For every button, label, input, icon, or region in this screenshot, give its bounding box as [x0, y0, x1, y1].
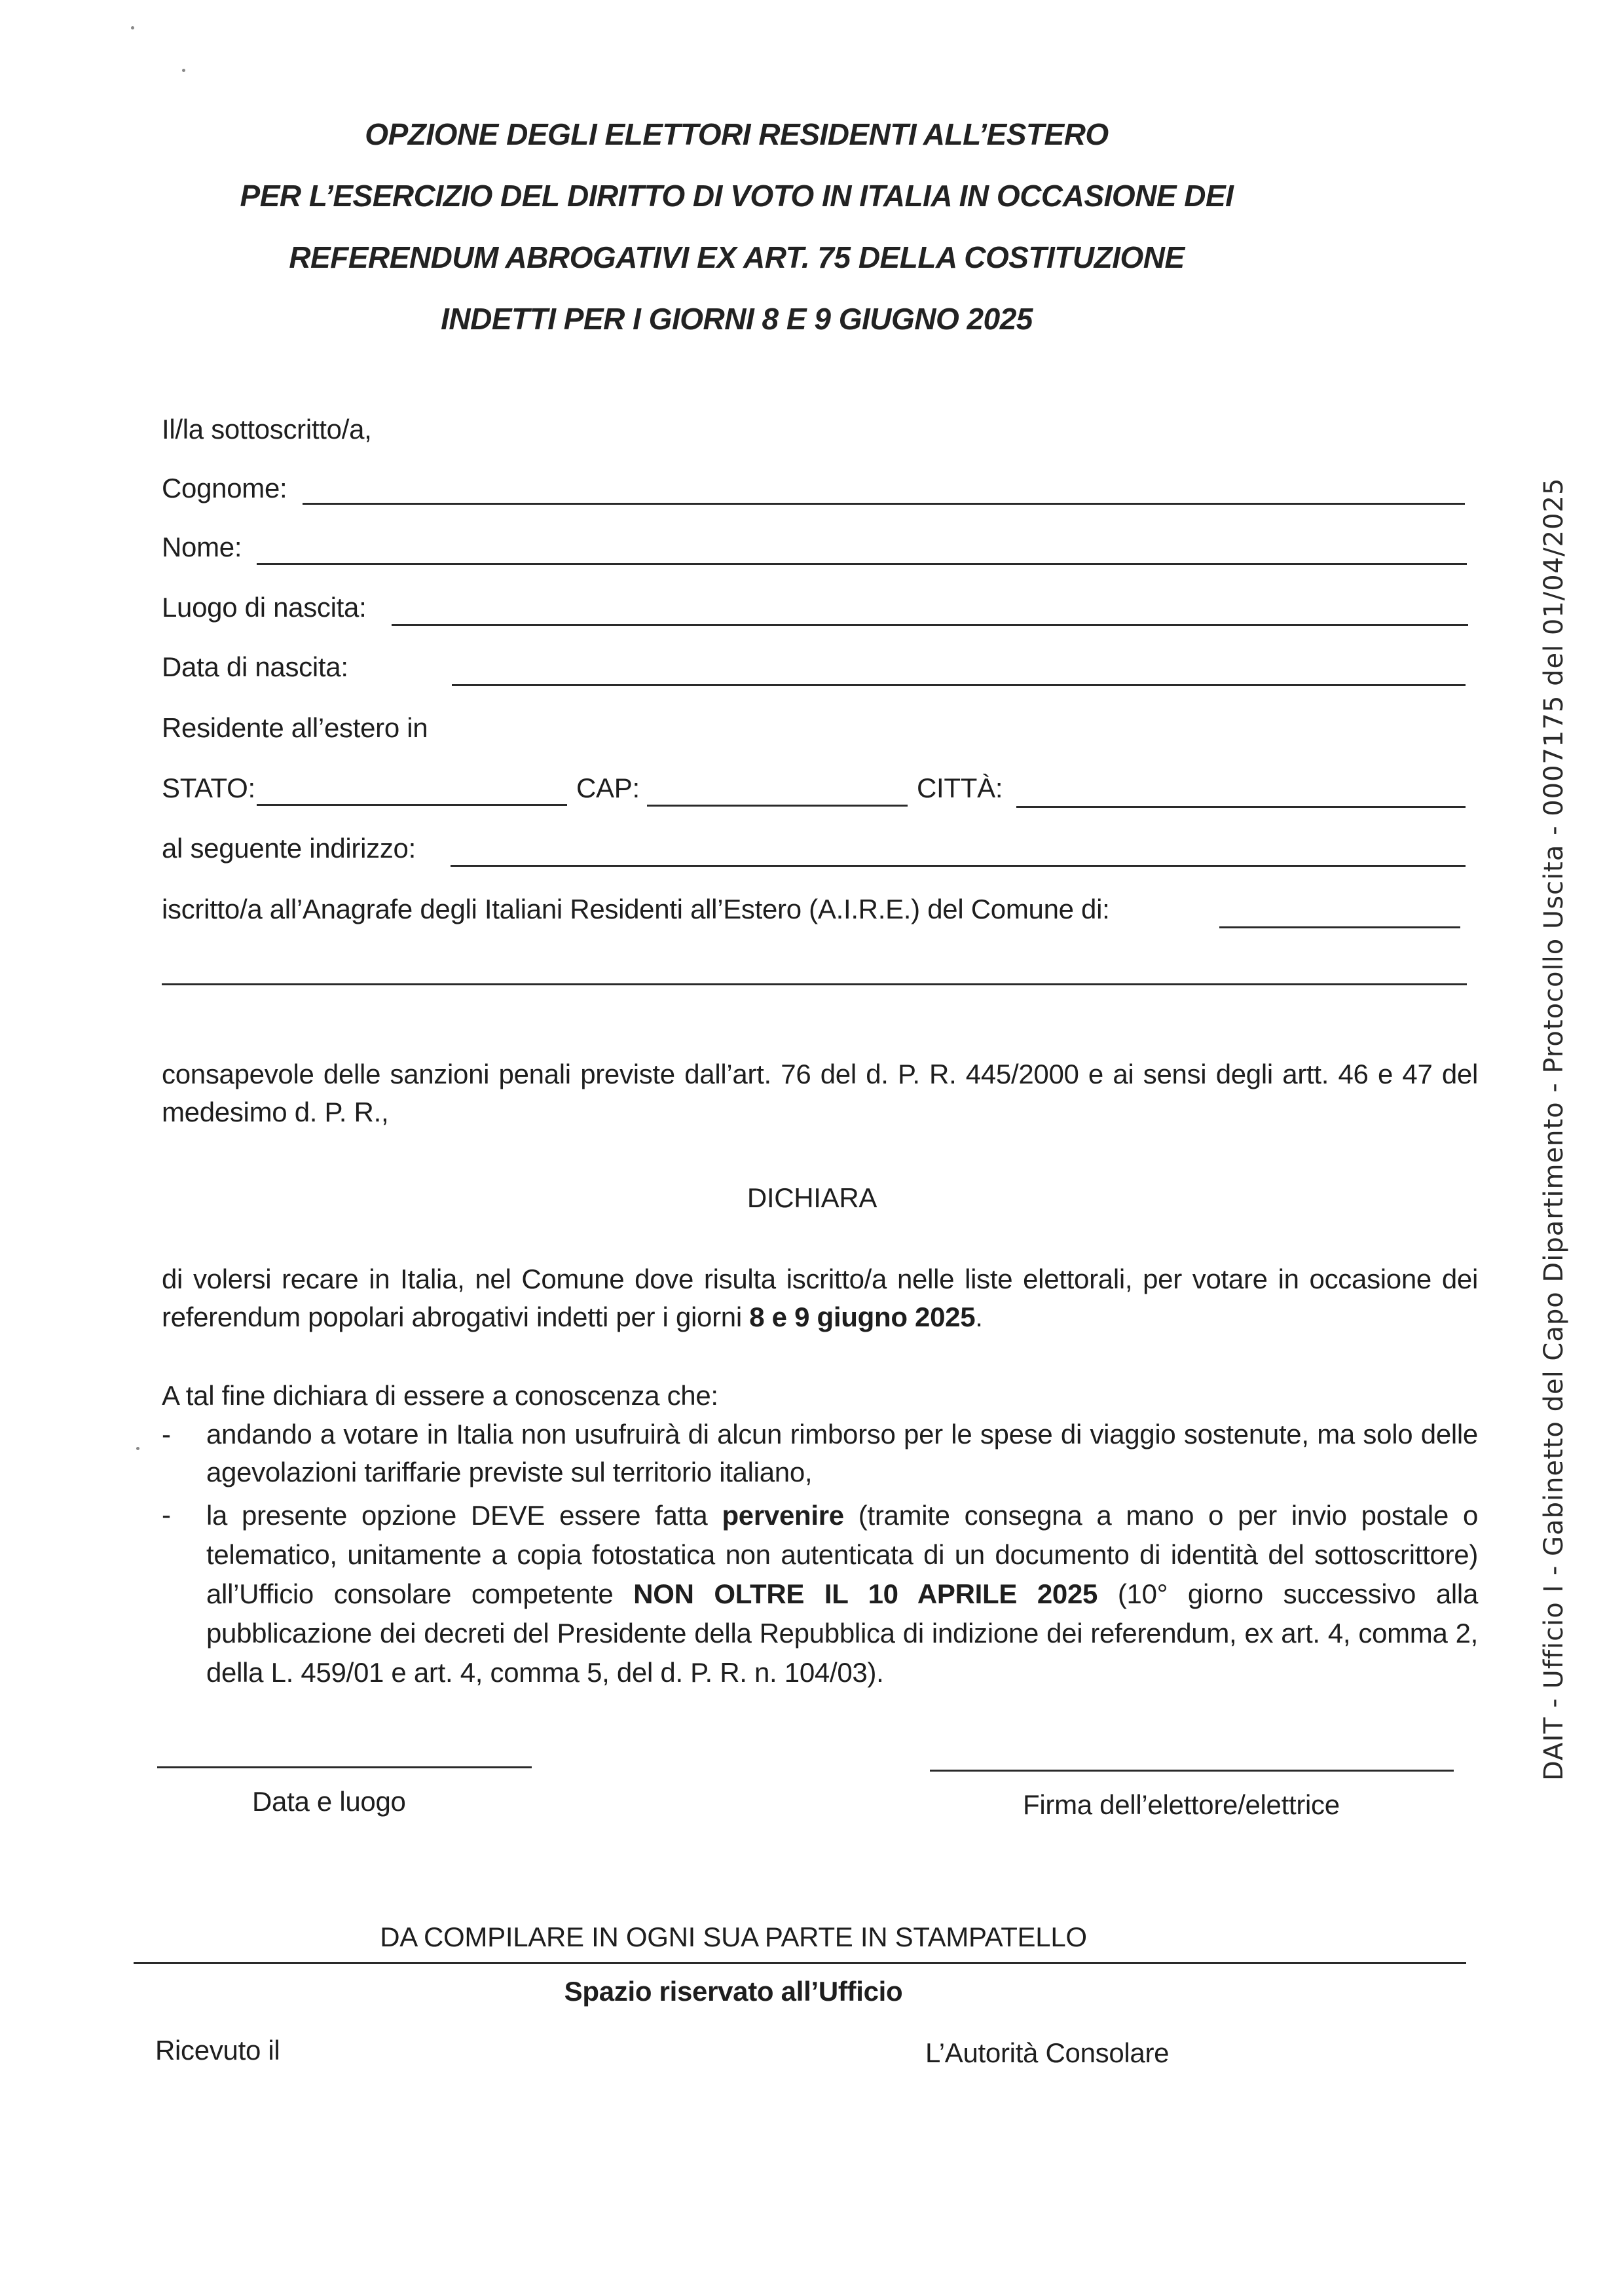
deadline-emphasis: NON OLTRE IL 10 APRILE 2025	[633, 1578, 1098, 1609]
luogo-nascita-label: Luogo di nascita:	[162, 592, 367, 623]
dichiara-text: DICHIARA	[747, 1182, 877, 1213]
bullet-text-part: (10° giorno successivo alla pubblicazione dei decreti del Presidente della Repubblica di indizione dei referendum, ex art. 4, comma 2, della L. 459/01 e art. 4, comma 5, del d. P. R. n. 104/03).	[206, 1578, 1478, 1688]
cognome-field[interactable]	[303, 503, 1465, 505]
date-place-field[interactable]	[157, 1766, 532, 1768]
consapevole-paragraph: consapevole delle sanzioni penali previste dall’art. 76 del d. P. R. 445/2000 e ai sensi degli artt. 46 e 47 del medesimo d. P. R.,	[162, 1059, 1478, 1127]
scan-artifact	[131, 26, 134, 29]
comune-aire-label: iscritto/a all’Anagrafe degli Italiani Residenti all’Estero (A.I.R.E.) del Comune di:	[162, 894, 1110, 924]
cap-label: CAP:	[576, 773, 640, 803]
list-item	[162, 1415, 1478, 1491]
bullet-dash: -	[162, 1499, 171, 1530]
indirizzo-field[interactable]	[451, 865, 1466, 867]
comune-aire-field-continuation[interactable]	[162, 983, 1467, 985]
luogo-nascita-field[interactable]	[392, 624, 1468, 626]
nome-label: Nome:	[162, 532, 242, 562]
instruction-text	[0, 1922, 1467, 1953]
data-nascita-label: Data di nascita:	[162, 651, 348, 682]
dichiara-heading	[0, 1182, 1624, 1214]
signature-field[interactable]	[930, 1770, 1454, 1772]
data-nascita-field[interactable]	[452, 684, 1466, 686]
stato-field[interactable]	[257, 804, 567, 806]
pervenire-emphasis: pervenire	[722, 1500, 844, 1531]
divider	[134, 1962, 1466, 1964]
comune-aire-field[interactable]	[1219, 926, 1460, 928]
awareness-intro: A tal fine dichiara di essere a conoscenza che:	[162, 1380, 718, 1411]
residente-label: Residente all’estero in	[162, 712, 428, 743]
title-line-3: REFERENDUM ABROGATIVI EX ART. 75 DELLA COSTITUZIONE	[289, 240, 1185, 274]
statement-dates: 8 e 9 giugno 2025	[749, 1302, 976, 1332]
scan-artifact	[136, 1447, 139, 1450]
stato-label: STATO:	[162, 773, 255, 803]
indirizzo-label: al seguente indirizzo:	[162, 833, 416, 864]
statement-paragraph	[162, 1260, 1478, 1336]
office-heading	[0, 1976, 1467, 2007]
citta-label: CITTÀ:	[917, 773, 1003, 803]
instruction-label: DA COMPILARE IN OGNI SUA PARTE IN STAMPATELLO	[380, 1922, 1087, 1952]
bullet-text-part: (tramite consegna a mano o per invio postale o telematico, unitamente a copia fotostatica non autenticata di un documento di identità del sottoscrittore) all’Ufficio consolare competente	[206, 1500, 1479, 1609]
citta-field[interactable]	[1016, 806, 1466, 808]
bullet-dash: -	[162, 1419, 171, 1449]
bullet-text-part: la presente opzione DEVE essere fatta	[206, 1500, 722, 1531]
statement-text: di volersi recare in Italia, nel Comune dove risulta iscritto/a nelle liste elettorali, per votare in occasione dei referendum popolari abrogativi indetti per i giorni	[162, 1264, 1478, 1332]
title-line-2: PER L’ESERCIZIO DEL DIRITTO DI VOTO IN ITALIA IN OCCASIONE DEI	[240, 179, 1234, 213]
office-heading-text: Spazio riservato all’Ufficio	[564, 1976, 903, 2007]
title-line-1: OPZIONE DEGLI ELETTORI RESIDENTI ALL’ESTERO	[365, 117, 1109, 151]
bullet-text: andando a votare in Italia non usufruirà di alcun rimborso per le spese di viaggio sostenute, ma solo delle agevolazioni tariffarie previste sul territorio italiano,	[206, 1419, 1478, 1487]
bullet-text	[206, 1496, 1478, 1692]
cognome-label: Cognome:	[162, 473, 287, 503]
cap-field[interactable]	[647, 805, 908, 807]
nome-field[interactable]	[257, 563, 1467, 565]
protocol-stamp: DAIT - Ufficio I - Gabinetto del Capo Dipartimento - Protocollo Uscita - 0007175 del 01/04/2025	[1539, 477, 1569, 1781]
scan-artifact	[182, 69, 185, 72]
intro-text: Il/la sottoscritto/a,	[162, 414, 372, 445]
authority-label: L’Autorità Consolare	[925, 2037, 1170, 2068]
statement-end: .	[975, 1302, 983, 1332]
list-item	[162, 1496, 1478, 1692]
title-line-4: INDETTI PER I GIORNI 8 E 9 GIUGNO 2025	[441, 302, 1033, 336]
date-place-label: Data e luogo	[252, 1786, 406, 1817]
received-label: Ricevuto il	[155, 2035, 280, 2066]
signature-label: Firma dell’elettore/elettrice	[1023, 1789, 1340, 1820]
